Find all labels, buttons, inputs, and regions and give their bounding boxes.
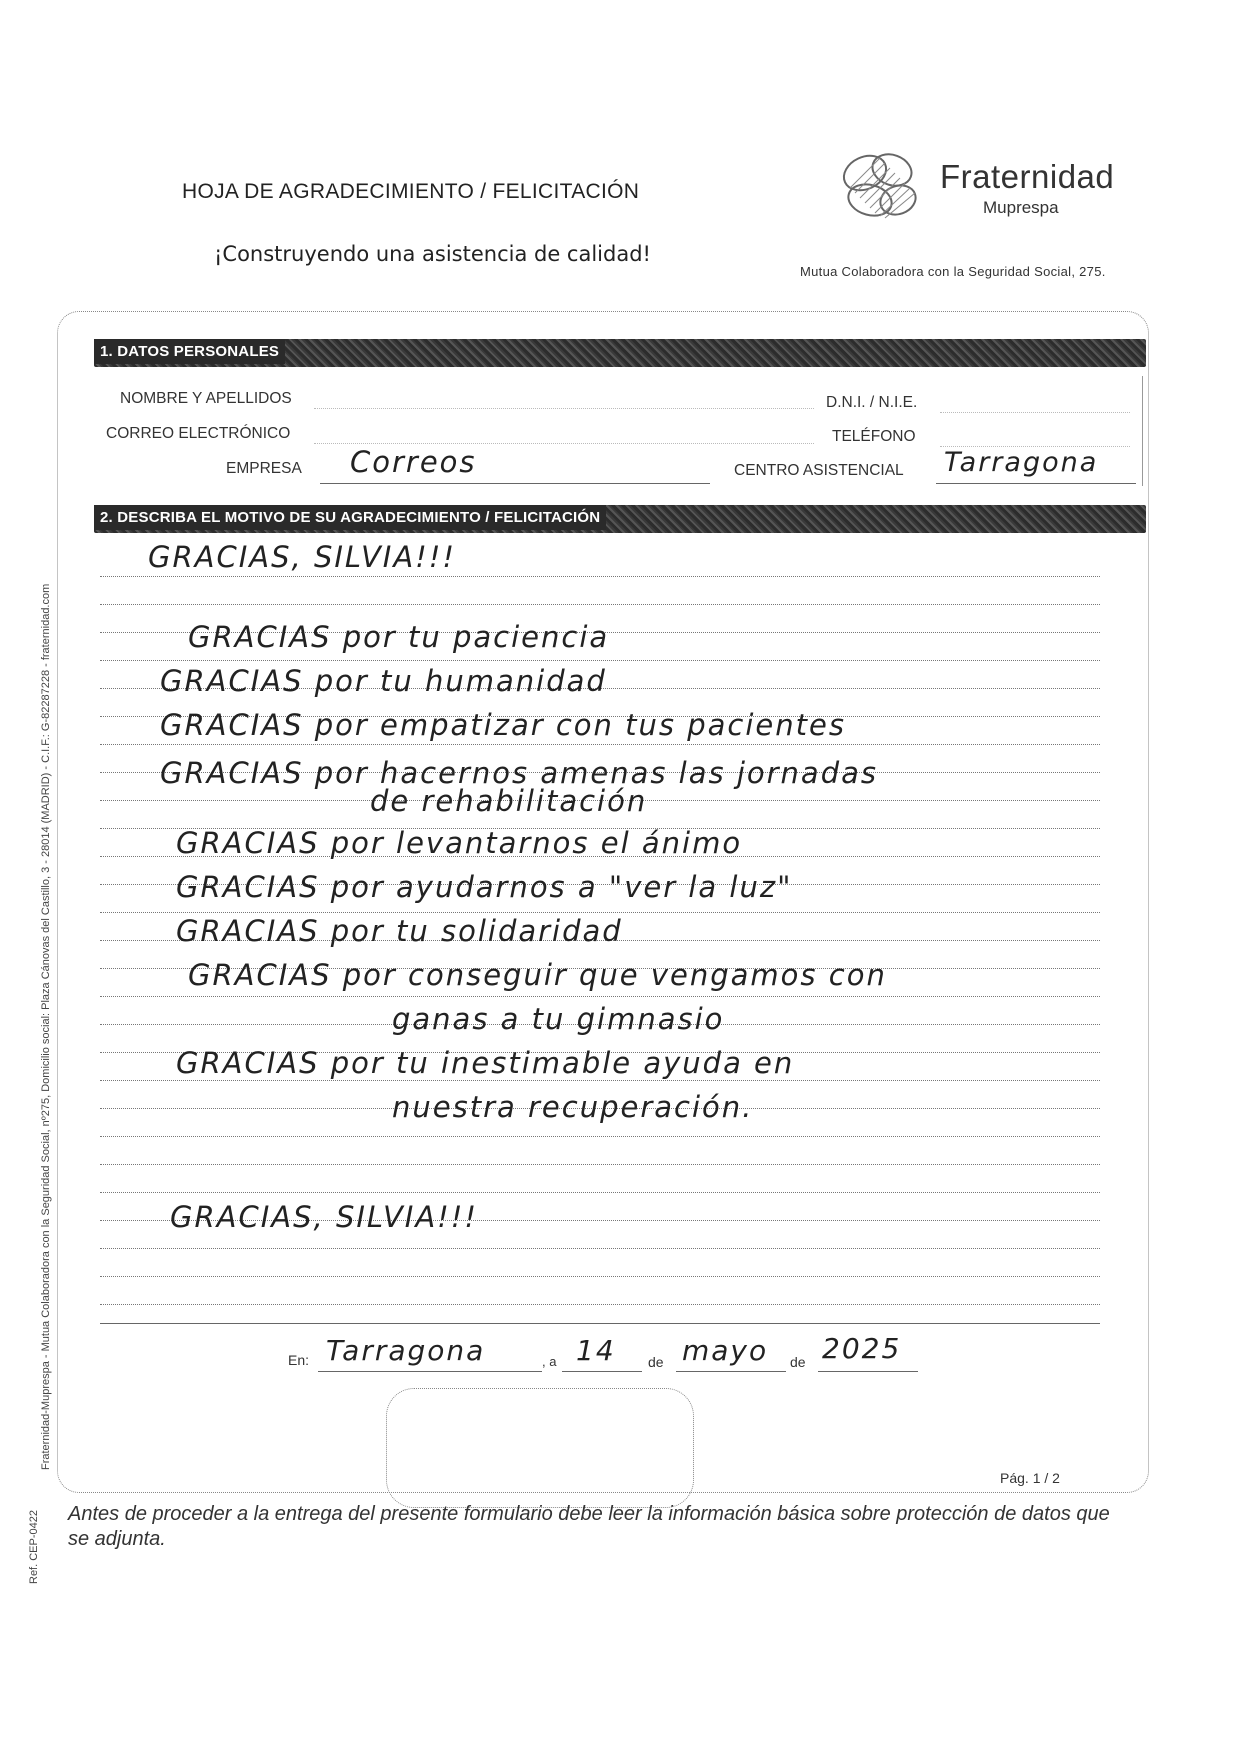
- nombre-label: NOMBRE Y APELLIDOS: [120, 390, 292, 407]
- handwritten-line: de rehabilitación: [370, 784, 648, 818]
- month-underline: [676, 1370, 786, 1372]
- handwritten-line: GRACIAS por conseguir que vengamos con: [188, 958, 887, 992]
- handwritten-line: nuestra recuperación.: [392, 1090, 754, 1124]
- fraternidad-logo-icon: [830, 148, 930, 228]
- de-label-2: de: [790, 1354, 806, 1370]
- correo-field[interactable]: [314, 442, 814, 444]
- ruled-line: [100, 604, 1100, 605]
- ruled-line: [100, 660, 1100, 661]
- handwritten-line: GRACIAS por tu humanidad: [160, 664, 607, 698]
- centro-underline: [936, 482, 1136, 484]
- handwritten-line: GRACIAS por tu inestimable ayuda en: [176, 1046, 795, 1080]
- handwritten-line: ganas a tu gimnasio: [392, 1002, 725, 1036]
- year-underline: [818, 1370, 918, 1372]
- document-title: HOJA DE AGRADECIMIENTO / FELICITACIÓN: [182, 180, 640, 203]
- handwritten-line: GRACIAS por levantarnos el ánimo: [176, 826, 743, 860]
- handwritten-line: GRACIAS por tu paciencia: [188, 620, 610, 654]
- en-label: En:: [288, 1352, 310, 1368]
- a-label: , a: [542, 1354, 557, 1369]
- nombre-field[interactable]: [314, 407, 814, 409]
- de-label-1: de: [648, 1354, 664, 1370]
- brand-name: Fraternidad: [940, 158, 1115, 195]
- data-protection-notice: Antes de proceder a la entrega del presente formulario debe leer la información básica sobre protección de datos que se adjunta.: [68, 1503, 1110, 1550]
- handwritten-line: GRACIAS por empatizar con tus pacientes: [160, 708, 846, 742]
- ruled-line: [100, 996, 1100, 997]
- ruled-line: [100, 1080, 1100, 1081]
- handwritten-line: GRACIAS por tu solidaridad: [176, 914, 623, 948]
- place-underline: [318, 1370, 542, 1372]
- mutua-caption: Mutua Colaboradora con la Seguridad Social, 275.: [800, 264, 1106, 279]
- document-subtitle: ¡Construyendo una asistencia de calidad!: [214, 242, 651, 266]
- section-2-title: 2. DESCRIBA EL MOTIVO DE SU AGRADECIMIENTO / FELICITACIÓN: [94, 505, 606, 530]
- ruled-line: [100, 576, 1100, 577]
- dni-field[interactable]: [940, 411, 1130, 413]
- day-underline: [562, 1370, 642, 1372]
- page-number: Pág. 1 / 2: [1000, 1470, 1060, 1486]
- ruled-line: [100, 1164, 1100, 1165]
- section-1-header: [94, 339, 1146, 367]
- empresa-underline: [320, 482, 710, 484]
- place-value[interactable]: Tarragona: [326, 1334, 486, 1367]
- section-2-end-line: [100, 1322, 1100, 1324]
- side-legal-text: Fraternidad-Muprespa - Mutua Colaboradora con la Seguridad Social, nº275, Domicilio social: Plaza Cánovas del Castillo, 3 - 28014 (MADRID) - C.I.F.: G-82287228 - fraternidad.com: [40, 583, 52, 1470]
- year-value[interactable]: 2025: [822, 1332, 902, 1365]
- handwritten-line: GRACIAS, SILVIA!!!: [170, 1200, 479, 1234]
- handwritten-line: GRACIAS por hacernos amenas las jornadas: [160, 756, 878, 790]
- telefono-label: TELÉFONO: [832, 428, 916, 445]
- centro-label: CENTRO ASISTENCIAL: [734, 462, 904, 479]
- section-2-header: [94, 505, 1146, 533]
- month-value[interactable]: mayo: [682, 1334, 769, 1367]
- ruled-line: [100, 1248, 1100, 1249]
- dni-label: D.N.I. / N.I.E.: [826, 394, 918, 411]
- brand-subname: Muprespa: [983, 198, 1059, 217]
- section-1-title: 1. DATOS PERSONALES: [94, 339, 285, 364]
- ruled-line: [100, 1192, 1100, 1193]
- ruled-line: [100, 744, 1100, 745]
- handwritten-line: GRACIAS, SILVIA!!!: [148, 540, 457, 574]
- signature-box[interactable]: [386, 1388, 694, 1508]
- handwritten-line: GRACIAS por ayudarnos a "ver la luz": [176, 870, 793, 904]
- ruled-line: [100, 1304, 1100, 1305]
- section-1-border: [1142, 376, 1144, 486]
- centro-value[interactable]: Tarragona: [944, 447, 1099, 478]
- ruled-line: [100, 1276, 1100, 1277]
- empresa-value[interactable]: Correos: [350, 445, 477, 479]
- ruled-line: [100, 1136, 1100, 1137]
- day-value[interactable]: 14: [576, 1334, 616, 1367]
- correo-label: CORREO ELECTRÓNICO: [106, 425, 291, 442]
- reference-code: Ref. CEP-0422: [28, 1510, 40, 1584]
- ruled-line: [100, 912, 1100, 913]
- empresa-label: EMPRESA: [226, 460, 302, 477]
